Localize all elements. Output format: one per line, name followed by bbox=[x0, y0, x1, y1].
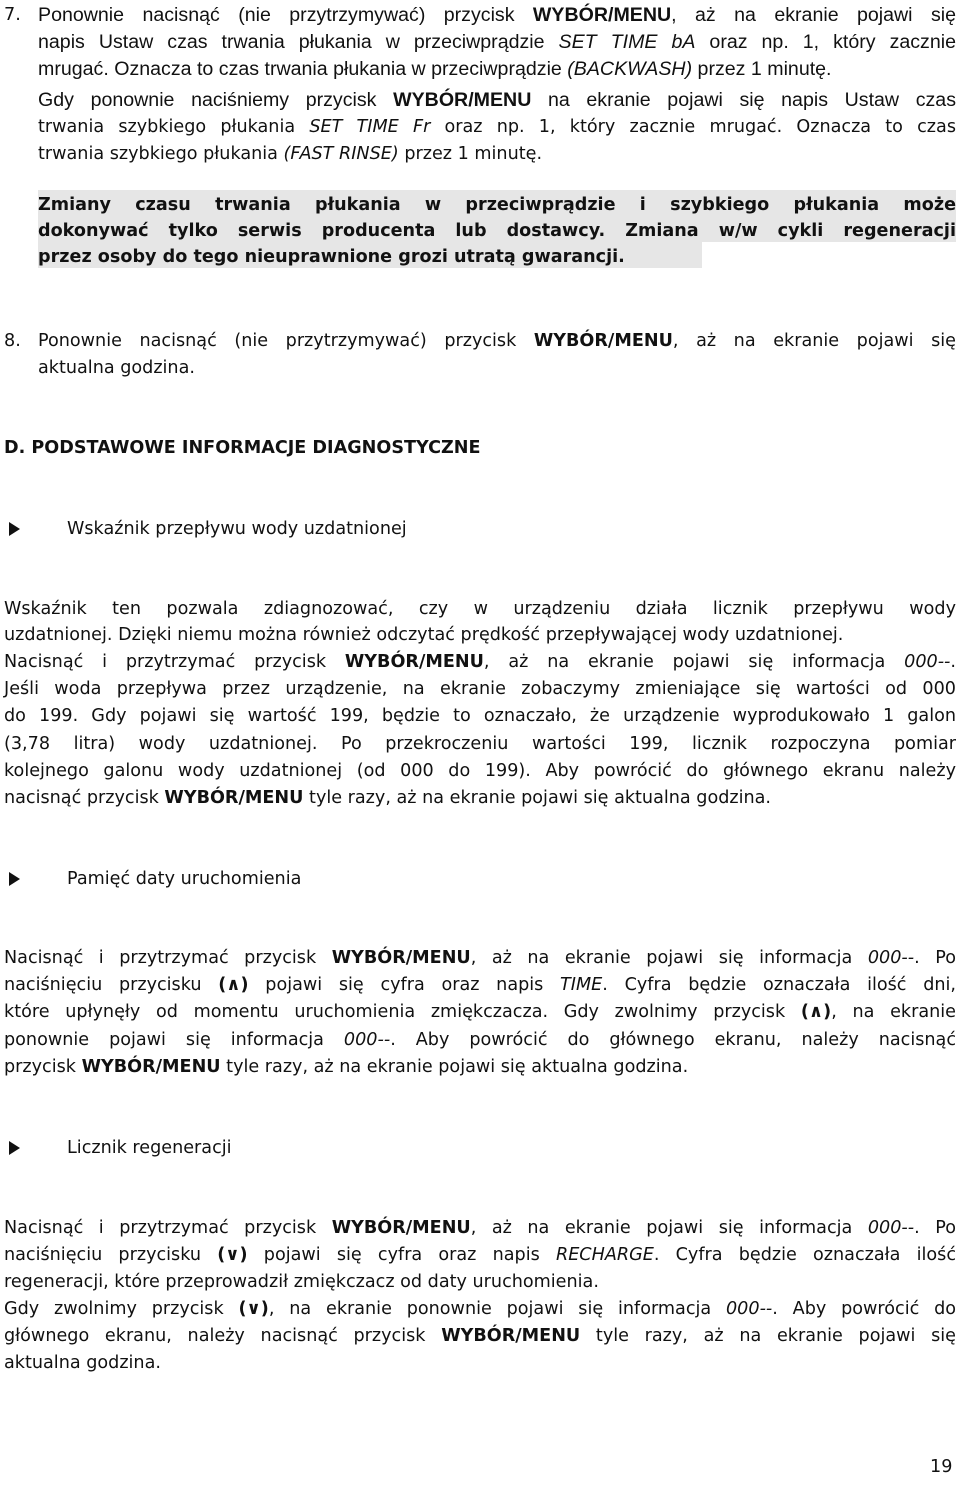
memory-line-3 bbox=[4, 999, 956, 1025]
section-d-title: D. PODSTAWOWE INFORMACJE DIAGNOSTYCZNE bbox=[4, 438, 481, 458]
text: tyle razy, aż na ekranie pojawi się bbox=[580, 1326, 956, 1346]
flow-line-7: kolejnego galonu wody uzdatnionej (od 000 do 199). Aby powrócić do głównego ekranu należy bbox=[4, 761, 956, 781]
page-number: 19 bbox=[930, 1457, 953, 1477]
text: naciśnięciu przycisku bbox=[4, 1245, 218, 1265]
regen-line-6: aktualna godzina. bbox=[4, 1353, 161, 1373]
text: ponownie pojawi się informacja bbox=[4, 1030, 344, 1050]
memory-line-4 bbox=[4, 1027, 956, 1053]
display-code: SET TIME bA bbox=[558, 31, 696, 53]
text: Nacisnąć i przytrzymać przycisk bbox=[4, 948, 332, 968]
warning-note bbox=[38, 190, 956, 276]
text: Gdy zwolnimy przycisk bbox=[4, 1299, 239, 1319]
text: . Cyfra będzie oznaczała ilość bbox=[653, 1245, 957, 1265]
regen-line-1 bbox=[4, 1215, 956, 1241]
regen-heading: Licznik regeneracji bbox=[67, 1138, 232, 1158]
text: nacisnąć przycisk bbox=[4, 788, 165, 808]
text: które upłynęły od momentu uruchomienia zmiękczacza. Gdy zwolnimy przycisk bbox=[4, 1002, 801, 1022]
triangle-bullet-icon bbox=[9, 522, 20, 536]
up-arrow-key: (∧) bbox=[800, 1002, 832, 1022]
button-name: WYBÓR/MENU bbox=[331, 948, 471, 968]
text: głównego ekranu, należy nacisnąć przycisk bbox=[4, 1326, 442, 1346]
display-code: 000-- bbox=[867, 948, 915, 968]
flow-heading: Wskaźnik przepływu wody uzdatnionej bbox=[67, 519, 407, 539]
text: , aż na ekranie pojawi się informacja bbox=[470, 1218, 868, 1238]
flow-line-3 bbox=[4, 649, 956, 675]
text: , na ekranie bbox=[831, 1002, 956, 1022]
text: . bbox=[950, 652, 956, 672]
text: przez 1 minutę. bbox=[692, 58, 832, 80]
text: . Po bbox=[914, 1218, 956, 1238]
text: , aż na ekranie pojawi się informacja bbox=[483, 652, 905, 672]
up-arrow-key: (∧) bbox=[218, 975, 249, 995]
item-7-line-1 bbox=[38, 2, 956, 28]
button-name: WYBÓR/MENU bbox=[441, 1326, 581, 1346]
text: , aż na ekranie pojawi się informacja bbox=[470, 948, 868, 968]
text: trwania szybkiego płukania bbox=[38, 117, 310, 137]
text: pojawi się cyfra oraz napis bbox=[247, 1245, 556, 1265]
triangle-bullet-icon bbox=[9, 1141, 20, 1155]
item-8-line-1 bbox=[38, 328, 956, 354]
text: przez 1 minutę. bbox=[398, 144, 543, 164]
display-code: 000-- bbox=[725, 1299, 773, 1319]
text: pojawi się cyfra oraz napis bbox=[248, 975, 561, 995]
display-code: RECHARGE bbox=[555, 1245, 654, 1265]
down-arrow-key: (∨) bbox=[238, 1299, 269, 1319]
triangle-bullet-icon bbox=[9, 872, 20, 886]
text: mrugać. Oznacza to czas trwania płukania w przeciwprądzie bbox=[38, 58, 568, 80]
text: . Aby powrócić do bbox=[772, 1299, 956, 1319]
text: Nacisnąć i przytrzymać przycisk bbox=[4, 652, 345, 672]
item-7-line-3 bbox=[38, 56, 832, 82]
button-name: WYBÓR/MENU bbox=[532, 4, 672, 26]
display-code: TIME bbox=[560, 975, 603, 995]
display-code: (FAST RINSE) bbox=[283, 144, 399, 164]
warning-line-3: przez osoby do tego nieuprawnione grozi utratą gwarancji. bbox=[38, 247, 625, 267]
text: . Cyfra będzie oznaczała ilość dni, bbox=[602, 975, 956, 995]
flow-line-2: uzdatnionej. Dzięki niemu można również odczytać prędkość przepływającej wody uzdatnionej. bbox=[4, 625, 844, 645]
text: przycisk bbox=[4, 1057, 82, 1077]
regen-line-4 bbox=[4, 1296, 956, 1322]
text: naciśnięciu przycisku bbox=[4, 975, 219, 995]
text: . Aby powrócić do głównego ekranu, należy nacisnąć bbox=[390, 1030, 956, 1050]
down-arrow-key: (∨) bbox=[217, 1245, 248, 1265]
text: , aż na ekranie pojawi się bbox=[671, 4, 956, 26]
item-8-number: 8. bbox=[4, 331, 21, 351]
flow-line-5: do 199. Gdy pojawi się wartość 199, będzie to oznaczało, że urządzenie wyprodukowało 1 galon bbox=[4, 706, 956, 726]
text: trwania szybkiego płukania bbox=[38, 144, 284, 164]
memory-heading: Pamięć daty uruchomienia bbox=[67, 869, 302, 889]
memory-line-2 bbox=[4, 972, 956, 998]
item-8-line-2: aktualna godzina. bbox=[38, 358, 195, 378]
button-name: WYBÓR/MENU bbox=[164, 788, 304, 808]
text: napis Ustaw czas trwania płukania w przeciwprądzie bbox=[38, 31, 559, 53]
text: . Po bbox=[914, 948, 956, 968]
regen-line-2 bbox=[4, 1242, 956, 1268]
text: tyle razy, aż na ekranie pojawi się aktualna godzina. bbox=[220, 1057, 689, 1077]
text: Nacisnąć i przytrzymać przycisk bbox=[4, 1218, 332, 1238]
memory-line-1 bbox=[4, 945, 956, 971]
warning-line-1: Zmiany czasu trwania płukania w przeciwprądzie i szybkiego płukania może bbox=[38, 195, 956, 215]
item-7-line-5 bbox=[38, 114, 956, 140]
item-7-line-6 bbox=[38, 141, 542, 167]
display-code: 000-- bbox=[867, 1218, 915, 1238]
display-code: SET TIME Fr bbox=[309, 117, 431, 137]
display-code: 000-- bbox=[343, 1030, 391, 1050]
text: Gdy ponownie naciśniemy przycisk bbox=[38, 89, 394, 111]
button-name: WYBÓR/MENU bbox=[533, 331, 673, 351]
item-7-number: 7. bbox=[4, 5, 21, 25]
item-7-line-2 bbox=[38, 29, 956, 55]
flow-line-6: (3,78 litra) wody uzdatnionej. Po przekroczeniu wartości 199, licznik rozpoczyna pomiar bbox=[4, 734, 956, 754]
button-name: WYBÓR/MENU bbox=[81, 1057, 221, 1077]
text: na ekranie pojawi się napis Ustaw czas bbox=[531, 89, 956, 111]
text: oraz np. 1, który zacznie bbox=[695, 31, 957, 53]
memory-line-5 bbox=[4, 1054, 688, 1080]
regen-line-3: regeneracji, które przeprowadził zmiękczacz od daty uruchomienia. bbox=[4, 1272, 599, 1292]
warning-line-2: dokonywać tylko serwis producenta lub dostawcy. Zmiana w/w cykli regeneracji bbox=[38, 221, 956, 241]
text: , na ekranie ponownie pojawi się informacja bbox=[268, 1299, 726, 1319]
button-name: WYBÓR/MENU bbox=[344, 652, 484, 672]
button-name: WYBÓR/MENU bbox=[331, 1218, 471, 1238]
regen-line-5 bbox=[4, 1323, 956, 1349]
flow-line-1: Wskaźnik ten pozwala zdiagnozować, czy w urządzeniu działa licznik przepływu wody bbox=[4, 599, 956, 619]
button-name: WYBÓR/MENU bbox=[393, 89, 532, 111]
text: tyle razy, aż na ekranie pojawi się aktualna godzina. bbox=[303, 788, 772, 808]
display-code: 000-- bbox=[904, 652, 951, 672]
item-7-line-4 bbox=[38, 87, 956, 113]
text: oraz np. 1, który zacznie mrugać. Oznacza to czas bbox=[430, 117, 956, 137]
flow-line-4: Jeśli woda przepływa przez urządzenie, na ekranie zobaczymy zmieniające się wartości od 000 bbox=[4, 679, 956, 699]
text: Ponownie nacisnąć (nie przytrzymywać) przycisk bbox=[38, 331, 534, 351]
text: Ponownie nacisnąć (nie przytrzymywać) przycisk bbox=[38, 4, 533, 26]
display-code: (BACKWASH) bbox=[567, 58, 693, 80]
flow-line-8 bbox=[4, 785, 771, 811]
text: , aż na ekranie pojawi się bbox=[672, 331, 957, 351]
